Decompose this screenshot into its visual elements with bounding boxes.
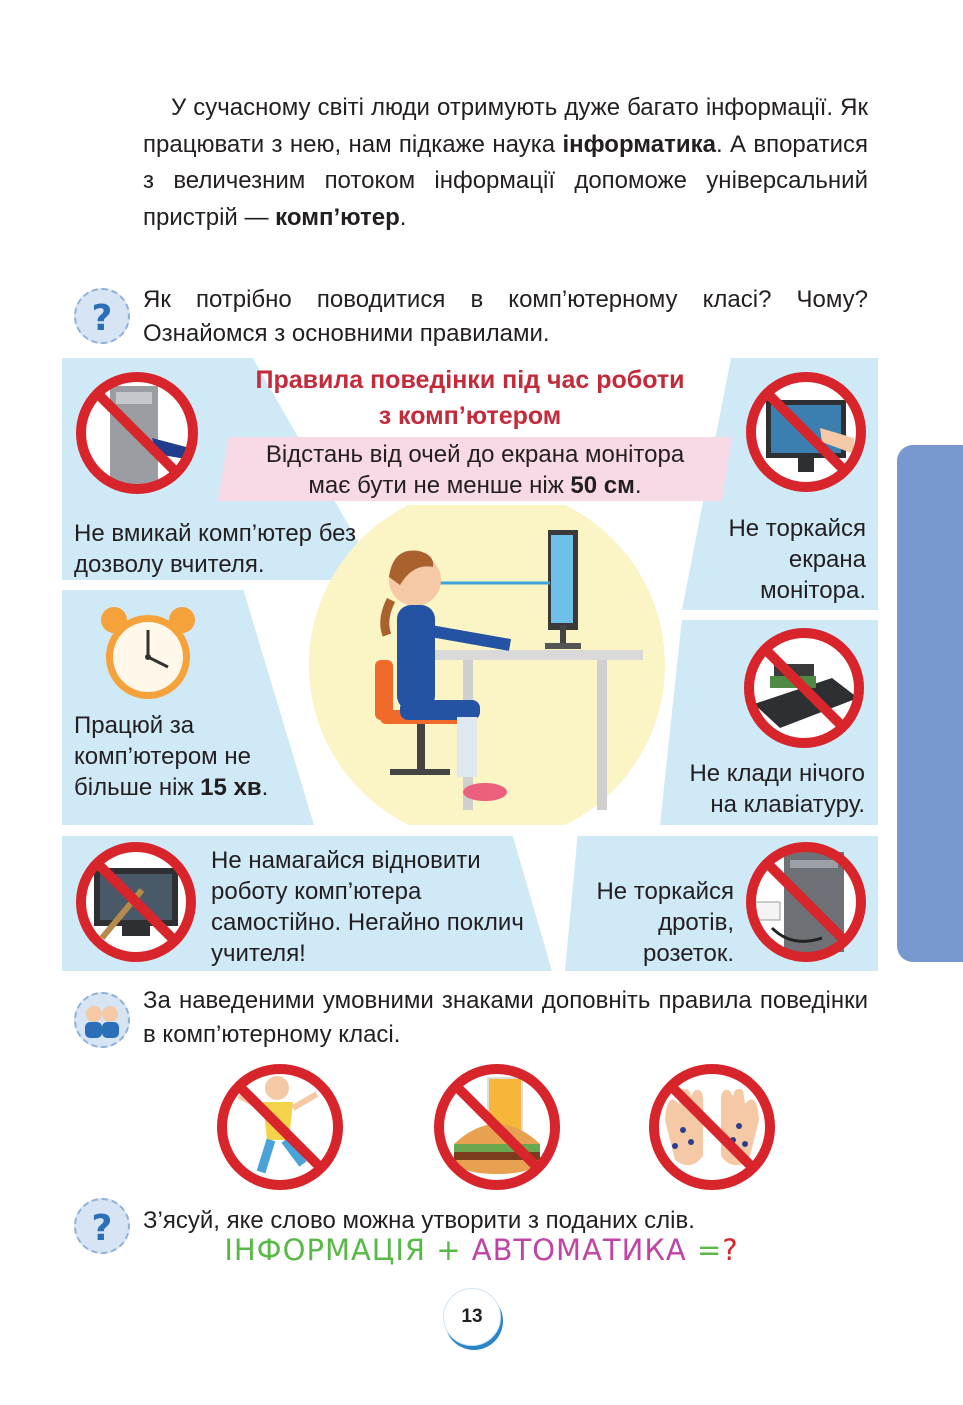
distance-line2: має бути не менше ніж (308, 472, 571, 499)
rule-power: Не вмикай комп’ютер без дозволу вчителя. (74, 520, 356, 578)
task-complete-rules: За наведеними умовними знаками доповніть правила поведінки в комп’ютерному класі. (143, 987, 868, 1048)
question-word-puzzle: З’ясуй, яке слово можна утворити з поданих слів. (143, 1207, 695, 1234)
rule-time (74, 710, 304, 803)
rule-time-value: 15 хв (200, 774, 262, 801)
prohibit-repair-icon (72, 838, 200, 966)
word-puzzle (0, 1233, 963, 1267)
intro-text: У сучасному світі люди отримують дуже багато інформації. Як працювати з нею, нам підкаже наука (143, 94, 868, 158)
svg-text:?: ? (91, 1208, 113, 1249)
alarm-clock-icon (96, 602, 200, 702)
rule-time-text: Працюй за комп’ютером не більше ніж (74, 712, 251, 801)
rule-screen: Не торкайся екрана монітора. (728, 515, 866, 604)
distance-period: . (634, 472, 642, 499)
page-number: 13 (443, 1288, 501, 1346)
rule-time-period: . (261, 774, 269, 801)
puzzle-question-mark: ? (722, 1233, 739, 1267)
rules-title-line1: Правила поведінки під час роботи (255, 366, 685, 394)
rules-title-line2: з комп’ютером (378, 402, 562, 430)
prohibit-food-icon (430, 1060, 564, 1194)
term-informatics: інформатика (562, 130, 716, 158)
pupils-icon (74, 992, 130, 1048)
distance-text (218, 439, 732, 501)
intro-paragraph (143, 90, 868, 236)
prohibit-power-on-icon (72, 368, 202, 498)
puzzle-equals: = (696, 1233, 723, 1267)
puzzle-plus: + (436, 1233, 462, 1267)
intro-period: . (399, 203, 407, 231)
rule-keyboard: Не клади нічого на клавіатуру. (689, 760, 865, 818)
rules-title (200, 362, 740, 434)
term-computer: комп’ютер (275, 203, 400, 231)
intro-text-2: . А впоратися з величезним потоком інформації допоможе універсальний пристрій — (143, 130, 868, 231)
puzzle-word-avtomatyka: АВТОМАТИКА (471, 1233, 687, 1267)
prohibit-keyboard-icon (740, 624, 868, 752)
distance-line1: Відстань від очей до екрана монітора (265, 441, 685, 468)
prohibit-touch-screen-icon (742, 368, 870, 496)
puzzle-word-informatsiia: ІНФОРМАЦІЯ (224, 1233, 427, 1267)
prohibit-dirty-hands-icon (645, 1060, 779, 1194)
question-behavior: Як потрібно поводитися в комп’ютерному класі? Чому? Ознайомся з основними правилами. (143, 286, 868, 347)
rule-repair: Не намагайся відновити роботу комп’ютера самостійно. Негайно поклич учителя! (211, 847, 524, 967)
prohibit-wires-icon (742, 838, 870, 966)
side-tab (897, 445, 963, 962)
question-icon (74, 288, 130, 344)
svg-text:?: ? (91, 298, 113, 339)
rule-wires: Не торкайся дротів, розеток. (596, 878, 734, 967)
distance-value: 50 см (570, 472, 635, 499)
prohibit-running-icon (213, 1060, 347, 1194)
